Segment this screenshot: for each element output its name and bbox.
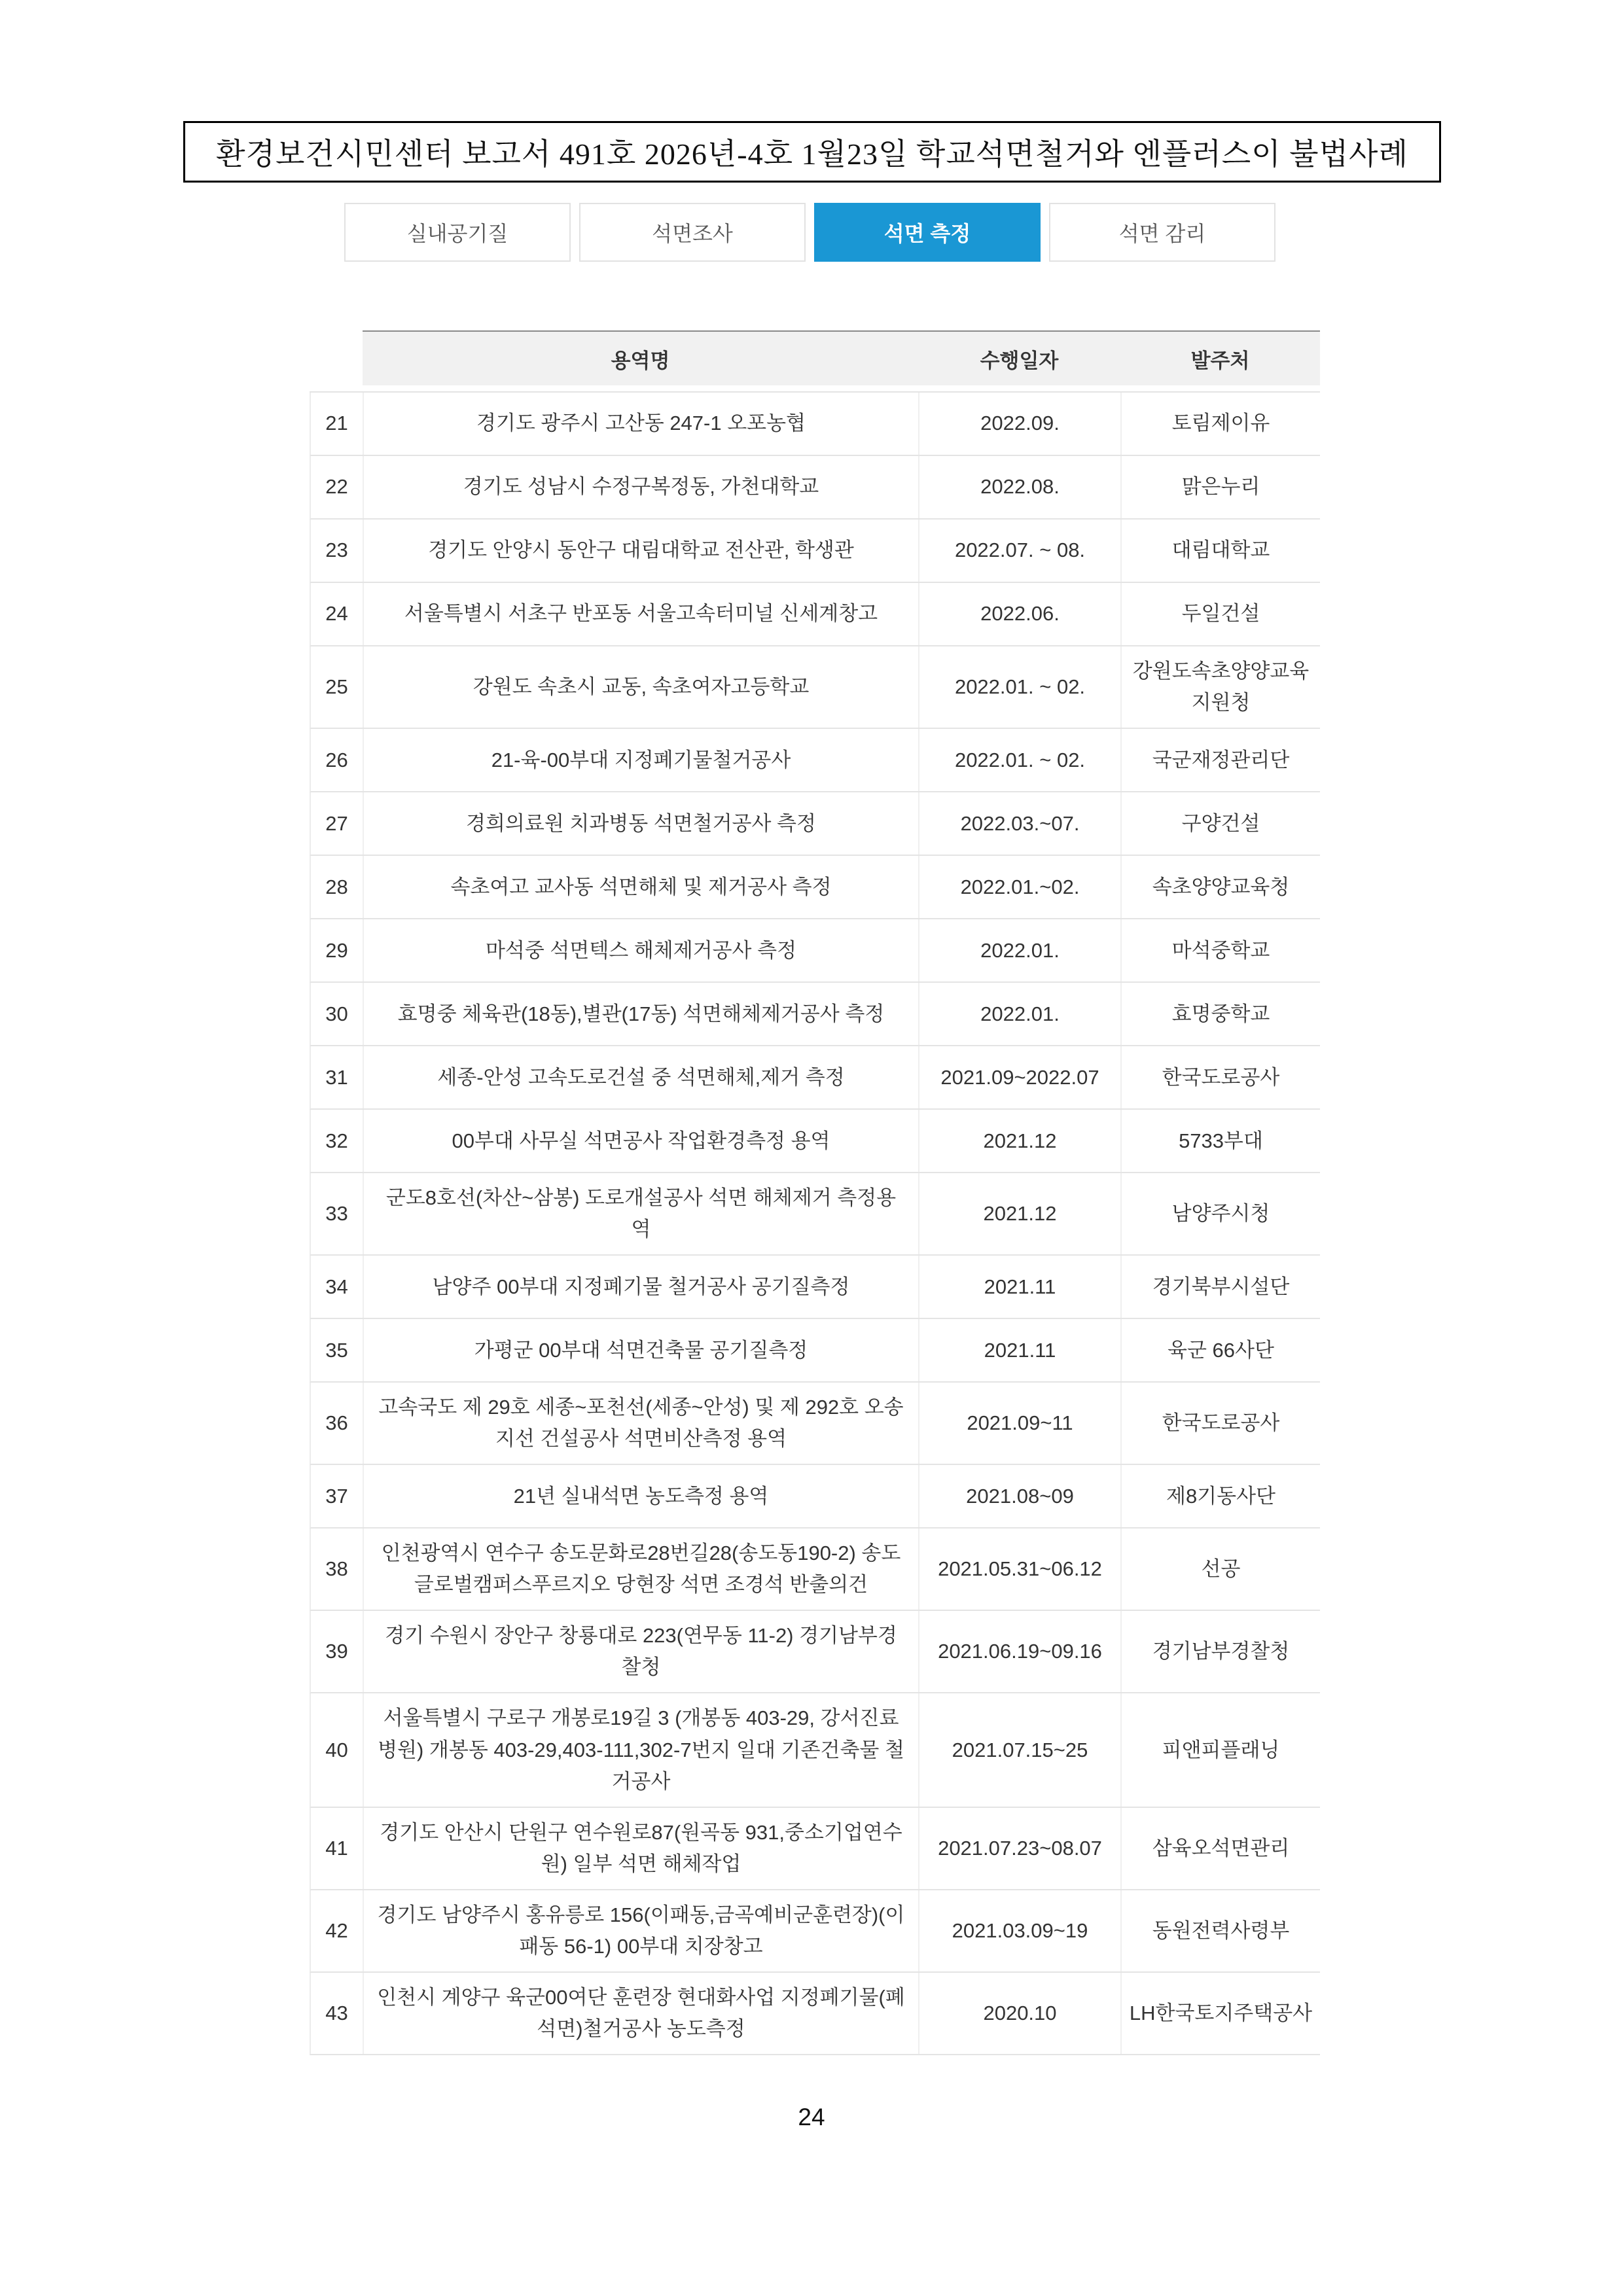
service-date: 2021.07.23~08.07 [918, 1808, 1120, 1889]
service-client: 두일건설 [1120, 583, 1320, 645]
service-name: 세종-안성 고속도로건설 중 석면해체,제거 측정 [363, 1046, 918, 1108]
service-date: 2022.08. [918, 456, 1120, 518]
table-row [310, 583, 1320, 646]
row-number: 34 [325, 1275, 348, 1298]
service-name: 속초여고 교사동 석면해체 및 제거공사 측정 [363, 856, 918, 918]
service-date: 2021.05.31~06.12 [918, 1528, 1120, 1610]
service-name: 가평군 00부대 석면건축물 공기질측정 [363, 1319, 918, 1381]
service-client: 한국도로공사 [1120, 1383, 1320, 1464]
table-row [310, 1890, 1320, 1973]
service-date: 2021.09~11 [918, 1383, 1120, 1464]
table-row [310, 1808, 1320, 1890]
tab-label: 석면조사 [652, 222, 733, 245]
service-name: 21년 실내석면 농도측정 용역 [363, 1465, 918, 1527]
service-name: 마석중 석면텍스 해체제거공사 측정 [363, 919, 918, 981]
service-name: 남양주 00부대 지정폐기물 철거공사 공기질측정 [363, 1256, 918, 1318]
table-row [310, 1973, 1320, 2055]
service-client: 피앤피플래닝 [1120, 1693, 1320, 1806]
service-name: 21-육-00부대 지정폐기물철거공사 [363, 729, 918, 791]
service-client: 경기남부경찰청 [1120, 1611, 1320, 1692]
row-number: 32 [325, 1129, 348, 1152]
column-header-date: 수행일자 [980, 349, 1059, 372]
table-row [310, 1611, 1320, 1693]
row-number: 31 [325, 1065, 348, 1089]
service-date: 2022.01. ~ 02. [918, 646, 1120, 728]
service-date: 2021.12 [918, 1110, 1120, 1172]
service-name: 인천광역시 연수구 송도문화로28번길28(송도동190-2) 송도글로벌캠퍼스푸르지오 당현장 석면 조경석 반출의건 [363, 1528, 918, 1610]
row-number: 38 [325, 1557, 348, 1581]
tab-bar [344, 203, 1275, 262]
table-row [310, 1319, 1320, 1383]
tab-label: 석면 측정 [883, 222, 971, 245]
service-client: 속초양양교육청 [1120, 856, 1320, 918]
service-name: 경기도 광주시 고산동 247-1 오포농협 [363, 393, 918, 455]
service-client: 맑은누리 [1120, 456, 1320, 518]
row-number: 36 [325, 1411, 348, 1435]
service-name: 경기도 남양주시 홍유릉로 156(이패동,금곡예비군훈련장)(이패동 56-1) 00부대 치장창고 [363, 1890, 918, 1971]
service-date: 2022.01. [918, 983, 1120, 1045]
row-number: 24 [325, 602, 348, 626]
service-name: 군도8호선(차산~삼봉) 도로개설공사 석면 해체제거 측정용역 [363, 1173, 918, 1254]
service-name: 효명중 체육관(18동),별관(17동) 석면해체제거공사 측정 [363, 983, 918, 1045]
table-row [310, 393, 1320, 456]
service-date: 2021.07.15~25 [918, 1693, 1120, 1806]
service-date: 2022.01.~02. [918, 856, 1120, 918]
table-row [310, 1173, 1320, 1256]
service-date: 2021.08~09 [918, 1465, 1120, 1527]
service-name: 경기도 성남시 수정구복정동, 가천대학교 [363, 456, 918, 518]
service-date: 2021.03.09~19 [918, 1890, 1120, 1971]
table-row [310, 1693, 1320, 1807]
service-name: 서울특별시 구로구 개봉로19길 3 (개봉동 403-29, 강서진료병원) 개봉동 403-29,403-111,302-7번지 일대 기존건축물 철거공사 [363, 1693, 918, 1806]
tab-asbestos-supervision[interactable] [1049, 203, 1275, 262]
table-header-corner [310, 330, 363, 385]
table-body [310, 391, 1320, 2055]
row-number: 21 [325, 412, 348, 435]
service-date: 2022.01. [918, 919, 1120, 981]
service-name: 00부대 사무실 석면공사 작업환경측정 용역 [363, 1110, 918, 1172]
service-client: 동원전력사령부 [1120, 1890, 1320, 1971]
service-client: 육군 66사단 [1120, 1319, 1320, 1381]
table-row [310, 792, 1320, 856]
table-row [310, 456, 1320, 520]
tab-label: 실내공기질 [406, 222, 508, 245]
row-number: 42 [325, 1918, 348, 1942]
table-row [310, 1383, 1320, 1465]
table-row [310, 1256, 1320, 1319]
service-client: 경기북부시설단 [1120, 1256, 1320, 1318]
service-date: 2022.03.~07. [918, 792, 1120, 855]
row-number: 35 [325, 1338, 348, 1362]
service-date: 2021.12 [918, 1173, 1120, 1254]
service-client: 마석중학교 [1120, 919, 1320, 981]
service-client: 토림제이유 [1120, 393, 1320, 455]
service-name: 인천시 계양구 육군00여단 훈련장 현대화사업 지정폐기물(폐석면)철거공사 농도측정 [363, 1973, 918, 2054]
service-client: 한국도로공사 [1120, 1046, 1320, 1108]
service-name: 강원도 속초시 교동, 속초여자고등학교 [363, 646, 918, 728]
service-date: 2021.11 [918, 1256, 1120, 1318]
service-client: 구양건설 [1120, 792, 1320, 855]
service-date: 2022.01. ~ 02. [918, 729, 1120, 791]
service-name: 경기 수원시 장안구 창룡대로 223(연무동 11-2) 경기남부경찰청 [363, 1611, 918, 1692]
table-header-row [310, 330, 1320, 385]
table-header-block [363, 330, 1320, 385]
table-row [310, 856, 1320, 919]
row-number: 25 [325, 675, 348, 699]
service-date: 2022.09. [918, 393, 1120, 455]
tab-indoor-air-quality[interactable] [344, 203, 571, 262]
service-date: 2021.09~2022.07 [918, 1046, 1120, 1108]
service-client: 대림대학교 [1120, 520, 1320, 582]
row-number: 29 [325, 938, 348, 962]
table-row [310, 919, 1320, 983]
report-title: 환경보건시민센터 보고서 491호 2026년-4호 1월23일 학교석면철거와 엔플러스이 불법사례 [216, 137, 1408, 171]
row-number: 39 [325, 1640, 348, 1663]
tab-asbestos-measurement[interactable] [814, 203, 1041, 262]
row-number: 22 [325, 475, 348, 499]
row-number: 27 [325, 811, 348, 835]
service-date: 2020.10 [918, 1973, 1120, 2054]
service-date: 2022.07. ~ 08. [918, 520, 1120, 582]
table-row [310, 520, 1320, 583]
service-date: 2022.06. [918, 583, 1120, 645]
service-name: 경기도 안산시 단원구 연수원로87(원곡동 931,중소기업연수원) 일부 석면 해체작업 [363, 1808, 918, 1889]
row-number: 30 [325, 1002, 348, 1025]
page-number: 24 [798, 2104, 825, 2130]
service-client: LH한국토지주택공사 [1120, 1973, 1320, 2054]
row-number: 26 [325, 748, 348, 771]
table-row [310, 983, 1320, 1046]
column-header-service-name: 용역명 [611, 349, 670, 372]
service-name: 경기도 안양시 동안구 대림대학교 전산관, 학생관 [363, 520, 918, 582]
row-number: 33 [325, 1202, 348, 1226]
tab-label: 석면 감리 [1118, 222, 1206, 245]
service-client: 선공 [1120, 1528, 1320, 1610]
row-number: 40 [325, 1738, 348, 1761]
table-row [310, 1528, 1320, 1611]
service-name: 고속국도 제 29호 세종~포천선(세종~안성) 및 제 292호 오송지선 건설공사 석면비산측정 용역 [363, 1383, 918, 1464]
report-title-box [183, 121, 1441, 183]
table-row [310, 1465, 1320, 1528]
service-date: 2021.06.19~09.16 [918, 1611, 1120, 1692]
column-header-client: 발주처 [1190, 349, 1250, 372]
table-row [310, 1046, 1320, 1110]
table-row [310, 1110, 1320, 1173]
row-number: 41 [325, 1836, 348, 1860]
row-number: 23 [325, 539, 348, 562]
service-client: 5733부대 [1120, 1110, 1320, 1172]
service-name: 경희의료원 치과병동 석면철거공사 측정 [363, 792, 918, 855]
row-number: 37 [325, 1484, 348, 1508]
service-name: 서울특별시 서초구 반포동 서울고속터미널 신세계창고 [363, 583, 918, 645]
service-client: 삼육오석면관리 [1120, 1808, 1320, 1889]
tab-asbestos-survey[interactable] [579, 203, 806, 262]
service-client: 남양주시청 [1120, 1173, 1320, 1254]
service-client: 효명중학교 [1120, 983, 1320, 1045]
row-number: 28 [325, 875, 348, 898]
service-client: 국군재정관리단 [1120, 729, 1320, 791]
table-row [310, 729, 1320, 792]
service-client: 강원도속초양양교육지원청 [1120, 646, 1320, 728]
table-row [310, 646, 1320, 729]
service-date: 2021.11 [918, 1319, 1120, 1381]
services-table [310, 330, 1320, 2055]
row-number: 43 [325, 2001, 348, 2024]
service-client: 제8기동사단 [1120, 1465, 1320, 1527]
